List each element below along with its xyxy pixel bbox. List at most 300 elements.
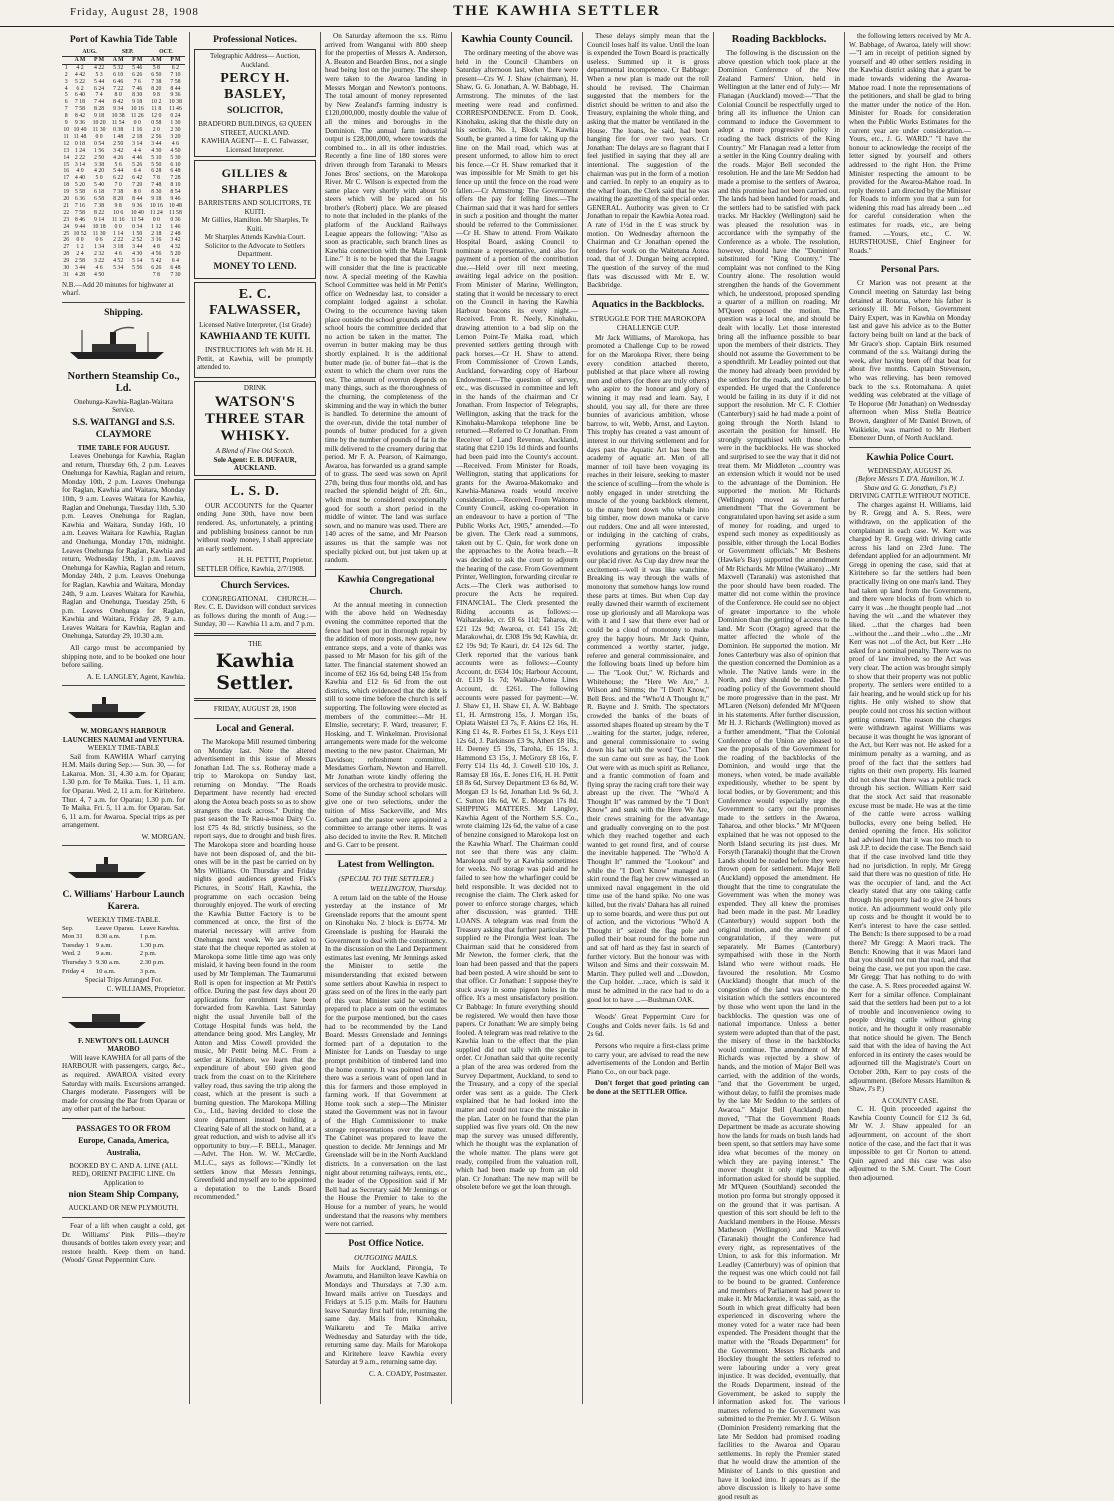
tide-time: 3 42	[113, 147, 124, 154]
aquatics-heading: Aquatics in the Backblocks.	[591, 299, 705, 310]
aquatics-text: Mr Jack Williams, of Marokopa, has promoted a Challenge Cup to be rowed for on the Marokopa River, there being every condition attached thereto, published at that place where all rowing men and others (for there are truly others) who aspire to the honour and glory of winning it may read and learn. Say, I should, you say all, for there are three bunnies of avaricious ambition, whose barrow, to wit, Webb, Arnst, and Layton. This trophy has created a vast amount of interest in our thriving settlement and for days past the Aquatic Art has been the academy of aquatic art. Men of all manner of toil have been voyaging its reaches in their leisure, seeking to master the science of sculling—from the whole is nobly engaged in under stretching the muscle of the young backblock element, to the many bent down who whale into big timber, mow down manuka or carve out rudders. One and all were interested, or indulging in the catching of crabs, performing gyrations impossible evolutions and gyrations on the breast of our placid river. As Cup day drew near the excitement—well it was like wanchine. Breaking its way through the walls of monotony that somehow hangs low round these parts at times. But when Cup day really dawned their warmth of excitement rose up gloriously and all Marokopa was with it and I saw that there ever had or could be a cloud of monotony to make grey the happy hours. Mr Jack Quinn, commenced a worthy starter, judge, referee and general commissionaire, and the following boats lined up before him — The "Look Out," W. Richards and Whitehouse; the "Here We Are," J. Wilson and Simms; the "I Don't Know," Bell Bros. and the "Who'd A Thought It," R. Bayne and J. Smith. The spectators crowded the banks of the boats of assorted shapes floated up stream by the T ...waiting for the starter, judge, referee, and general commissionaire to swing down his hat with the word "Go." Then the sun came out sure as hay, the Look Out were with as much spirit as Reliance, and a frantic commotion of foam and flying spray the racing craft tore their way abreast up the river. The "Who'd A Thought It" was rammed by the "I Don't Know" and sunk with the Here We Are, their crews straining for the advantage and gradually converging on to the post which they reached together and each wanted to get round first, and of course the inevitable happened. The "Who'd A Thought It" rammed the "Lookout" and while the "I Don't Know" managed to skirt round the flag her crew witnessed an unmixed naval engagement in the old time use of the hand spike. No one was killed, but the rivals' Dahara has all ruined up to some boards, and were thus put out of action, and the victorious "Who'd A Thought it" seized the flag pole and pulled their boat round for the home run and sat off hard as they fast in search of further victory. But the honour was with Wilson and Sims and their coxswain M. Martin. They pulled well and ...Dowdon, the Cup holder. ...race, which is said it must be admitted in the race had to do a good lot to have ...—Bushman OAK.	[587, 333, 709, 1004]
sched-head: Leave Kawhia.	[139, 924, 180, 932]
tide-time: 11 26	[130, 113, 144, 120]
tide-time: 2 50	[113, 140, 124, 147]
tide-time: 0 0	[133, 120, 141, 127]
tide-time: 10 20	[92, 120, 106, 127]
wellington-dateline: WELLINGTON, Thursday.	[370, 885, 447, 894]
tide-time: 0 38	[113, 126, 124, 133]
tide-row	[62, 189, 185, 196]
tide-day: 15	[63, 161, 70, 168]
tide-time: 7 48	[151, 182, 162, 189]
tide-time: 2 22	[113, 237, 124, 244]
tide-day-header	[62, 56, 70, 64]
tide-time: 7 38	[113, 189, 124, 196]
tide-time: 4 2	[76, 64, 84, 71]
steamship-icon	[62, 326, 172, 362]
tide-time: 11 30	[92, 230, 106, 237]
nsco-timetable: Leaves Onehunga for Kawhia, Raglan and return, Thursday 6th, 2 p.m. Leaves Onehunga for Kawhia, Raglan and return, Monday 10th, 2 p.m. Leaves Onehunga for Raglan, Kawhia and Waitara, Monday 10th, 9 a.m. Leaves Waitara for Kawhia, Raglan and Onehunga, Tuesday 11th, 5.30 p.m. Leaves Onehunga for Raglan, Kawhia and Waitara, Sunday 16th, 10 a.m. Leaves Waitara for Kawhia, Raglan and Onehunga, Monday 17th, midnight. Leaves Onehunga for Raglan, Kawhia and return, Wednesday 19th, 1 p.m. Leaves Onehunga for Kawhia, Raglan and return, Monday 24th, 2 p.m. Leaves Onehunga for Raglan, Kawhia and Waitara, Monday 24th, 9 a.m. Leaves Waitara for Kawhia, Raglan and Onehunga, Tuesday 25th, 6 p.m. Leaves Onehunga for Raglan, Kawhia and Waitara, Friday 28, 9 a.m. Leaves Waitara for Kawhia, Raglan and Onehunga, Saturday 29, 10.30 a.m.	[62, 452, 185, 641]
tide-time: 7 4	[95, 92, 103, 99]
drink-label: DRINK	[243, 383, 267, 392]
tide-time: 6 4	[171, 258, 180, 265]
tide-time: 0 6	[95, 237, 103, 244]
tide-time: 9 44	[74, 223, 86, 230]
tide-time: 4 22	[94, 64, 105, 71]
tide-time: 3 16	[151, 237, 162, 244]
tide-row	[62, 79, 185, 86]
tide-day: 30	[63, 265, 70, 272]
tide-time: 2 18	[132, 133, 143, 140]
watsons-agent: Sole Agent: E. B. DUFAUR, AUCKLAND.	[213, 455, 297, 473]
tide-time: 8 42	[74, 113, 86, 120]
tide-time: 7 20	[132, 182, 143, 189]
tide-time: 10 40	[73, 126, 87, 133]
schedule-row	[62, 968, 185, 977]
tide-time: 7 58	[74, 106, 86, 113]
schedule-row	[62, 942, 185, 951]
lsd-title: L. S. D.	[230, 483, 280, 499]
passages-body: BOOKED BY C. AND A. LINE (ALL RED), ORIENT PACIFIC LINE. On Application to	[69, 1161, 178, 1187]
column-7	[844, 32, 975, 1404]
tide-time: 1 24	[74, 147, 86, 154]
williams-note: Special Trips Arranged For.	[84, 976, 163, 985]
tide-time: 6 24	[94, 85, 105, 92]
police-court-date: WEDNESDAY, AUGUST 26.	[867, 466, 953, 475]
tide-day: 20	[63, 196, 70, 203]
local-general-text: The Marokopa Mill resumed timbering on Monday last. Note the altered advertisement in this issue of Messrs Jonathan Ltd. The s.s. Rotheray made a trip to Marokopa on Sunday last, returning on Monday. "The Roads Department have recently had erected along the Aotea beach posts so as to show strangers the track across." During the past season the Te Rau-a-moa Dairy Co. lost £75 4s 8d, strictly business, so the report says, due to drought and bush fires. The Marokopa store and boarding house have not been disposed of, and the bit-ones will be in the past be carried on by Mrs Williams. On Thursday and Friday nights good audiences greeted Fisk's Pictures, in Scotts' Hall, Kawhia, the programme on each occasion being thoroughly enjoyed. The work of erecting the Kawhia Butter Factory is to be commenced at once, the first of the material necessary will arrive from Onehunga next week. We are asked to state that the cheque reported as stolen at Marokopa some little time ago was only mislaid, it having been found in the room used by Mr Templeman. The Taumarunui Roll is open for inspection at Mr Pettit's office. During the past few days about 20 applications for enrolment have been forwarded from Kawhia. Last Saturday night the usual Juvenile ball of the Cottage Hospital funds was held, the attendance being good. Mrs Langley, Mr Anton and Miss Cowell provided the music, Mr Pettit being M.C. From a settler at Kiritehere, we learn that the expenditure of about £60 given good track from the coast on to the Kiritehere valley road, thus saving the trip along the coast, which at the present is such a burning question. The Marokopa Milling Co., Ltd., having decided to close the store department instead building a Clearing Sale of all the stock on hand, at a great reduction, and wish to advise all it's opportunity to buy.—F. BELL, Manager.—Advt. The Hon. W. W. McCardle, M.L.C., says as follows:—"Kindly let settlers know that Messrs Jennings, Greenfield and myself are to be appointed a deputation to the Lands Board recommended."	[194, 737, 316, 1202]
tide-time: 6 2	[171, 64, 180, 71]
tide-time: 4 50	[170, 147, 181, 154]
tide-unit-header: A M	[109, 56, 128, 64]
tide-time: 5 20	[74, 182, 86, 189]
schedule-row	[62, 959, 185, 968]
tide-time: 6 10	[113, 71, 124, 78]
tide-time: 1 34	[94, 244, 105, 251]
col7-top-text: the following letters received by Mr A. W. Babbage, of Awaroa, lately will show:—"I am in receipt of petition signed by yourself and 40 other settlers residing in the Kawhia district asking that a grant be made towards widening the Awaroa-Mahoe road. I note the representations of the petitioners, and shall be glad to bring the matter under the notice of the Hon. Minister for Roads for consideration when the Public Works Estimates for the current year are under consideration.—Yours, etc., J. G. WARD." "I have the honour to acknowledge the receipt of the letter signed by yourself and others addressed to the right Hon. the Prime Minister respecting the amount to be provided for the Awaroa-Mahoe road. In reply thereto I am directed by the Minister for Roads to inform you that a sum for widening this road has already been ...ed for careful consideration when the estimates for roads, etc., are being framed. —Yours, etc., C. W. HURSTHOUSE, Chief Engineer for Roads."	[849, 32, 971, 255]
tide-row	[62, 92, 185, 99]
gillies-name: GILLIES & SHARPLES	[221, 166, 289, 196]
tide-time: 4 46	[132, 154, 143, 161]
tide-time: 7 6	[133, 78, 141, 85]
tide-row	[62, 182, 185, 189]
tide-time: 8 30	[151, 189, 162, 196]
tide-day: 7	[64, 106, 68, 113]
tide-time: 6 48	[170, 265, 181, 272]
tide-time: 10 18	[92, 223, 106, 230]
column-2	[189, 32, 320, 1404]
tide-time: 6 36	[74, 196, 86, 203]
tide-time: 1 46	[170, 223, 181, 230]
lsd-body: OUR ACCOUNTS for the Quarter ending June 30th, have now been rendered. As, unfortunately, a printing and publishing business cannot be run without ready money, I shall appreciate an early settlement.	[197, 501, 313, 553]
tide-row	[62, 72, 185, 79]
basley-ad	[194, 49, 316, 157]
tide-time: 2 30	[170, 126, 181, 133]
tide-day: 19	[63, 189, 70, 196]
sched-head: Sep.	[62, 924, 74, 932]
watsons-name: WATSON'S THREE STAR WHISKY.	[204, 394, 306, 445]
tide-time: 6 58	[94, 196, 105, 203]
money-to-lend: MONEY TO LEND.	[213, 261, 297, 272]
post-office-heading: Post Office Notice.	[348, 1238, 424, 1249]
tide-time: 9 18	[132, 99, 143, 106]
settler-masthead: Kawhia Settler.	[215, 650, 295, 695]
roading-heading: Roading Backblocks.	[731, 34, 827, 45]
tide-day: 26	[63, 237, 70, 244]
tide-row	[62, 148, 185, 155]
tide-time: 7 22	[113, 85, 124, 92]
telegraphic-address: Telegraphic Address— Auction, Auckland.	[210, 52, 300, 69]
pink-pills-ad: Fear of a lift when caught a cold, get Dr. Williams' Pink Pills—they're thousands of bottles taken every year; and restore health. Keep them on hand. (Woods' Great Peppermint Cure.	[62, 1221, 185, 1265]
tide-time: 10 16	[149, 202, 163, 209]
newton-body: Will leave KAWHIA for all parts of the HARBOUR with passengers, cargo, &c., as required. AWAROA visited every Saturday with mails. Excursions arranged. Charges moderate. Passengers will be made for crossing the Bar from Oparau or any other part of the harbour.	[62, 1053, 185, 1114]
tide-day: 6	[64, 99, 68, 106]
tide-time: 8 0	[133, 189, 141, 196]
tide-time: 8 28	[94, 106, 105, 113]
prof-notices-heading: Professional Notices.	[213, 35, 297, 45]
williams-name: C. Williams' Harbour Launch Karera.	[62, 890, 185, 913]
tide-day: 18	[63, 182, 70, 189]
tide-time: 8 20	[151, 85, 162, 92]
congregational-text: At the annual meeting in connection with the above held on Wednesday evening the committee reported that the fence had been put in thorough repair by the addition of more posts, new gate, new entrance steps, and a vote of thanks was passed to Mr Mason for his gift of the latter. The financial statement showed an income of £62 16s 6d, being £48 15s from Kawhia and £12 6s 6d from the out districts, which evidenced that the debt is still to some time before the church is self supporting. The following were elected as members of the committee:—Mr H. Elmslie, secretary; F. Ward, treasurer; F. Hosking, and T. Winkelman. Provisional arrangements were made for the welcome meeting to the new pastor. Chairman, Mr Davidson; refreshment committee, Mesdames Gorham, Newton and Harrell. Mr Jonathan wrote kindly offering the services of the orchestra to provide music. Some of the Sunday school scholars will give one or two selections, under the tuition of Miss Sackerville, and Mrs Gorham and the pastor were appointed a committee to arrange other items. It was also decided to invite the Rev. R. Mitchell and G. Carr to be present.	[325, 600, 447, 850]
tide-time: 2 4	[76, 251, 84, 258]
tide-time: 7 58	[170, 78, 181, 85]
tide-time: 2 22	[74, 154, 86, 161]
tide-row	[62, 231, 185, 238]
tide-time: 4 42	[74, 71, 86, 78]
tide-time: 8 20	[113, 196, 124, 203]
morgan-timetable: Sail from KAWHIA Wharf carrying H.M. Mails during Sep.:— Sun. 30, — for Lakaroa. Mon. 31, 4.30 a.m. for Oparau; 1.30 p.m. for Te Maika. Tues. 1, 11 a.m. for Oparau. Wed. 2, 11 a.m. for Kiritehere. Thur. 4, 7 a.m. for Oparau; 1.30 p.m. for Te Maika. Fri. 5, 11 a.m. for Oparau. Sat. 6, 11 a.m. for Awaroa. Special trips as per arrangement.	[62, 752, 185, 830]
schedule-cell: Wed. 2	[62, 950, 81, 958]
lsd-ad	[194, 479, 316, 577]
tide-time: 0 0	[114, 223, 122, 230]
tide-time: 3 42	[170, 237, 181, 244]
tide-day: 3	[64, 78, 68, 85]
tide-time: 12 0	[151, 113, 162, 120]
nsco-note: All cargo must be accompanied by shipping note, and to be booked one hour before sailing.	[62, 644, 185, 670]
tide-time: 0 18	[74, 140, 86, 147]
tide-time: 0 0	[76, 237, 84, 244]
tide-time: 8 46	[74, 216, 86, 223]
tide-time: 0 0	[152, 216, 160, 223]
tide-time: 0 34	[132, 223, 143, 230]
williams-tt-title: WEEKLY TIME-TABLE.	[86, 916, 161, 925]
tide-time: 11 54	[111, 120, 125, 127]
county-council-heading: Kawhia County Council.	[461, 34, 573, 45]
tide-time: 10 38	[168, 99, 182, 106]
tide-time: 7 38	[151, 78, 162, 85]
tide-time: 4 6	[171, 140, 180, 147]
tide-row	[62, 258, 185, 265]
tide-time: 11 54	[130, 216, 144, 223]
tide-day: 31	[63, 272, 70, 278]
tide-day: 21	[63, 202, 70, 209]
tide-time: 8 0	[114, 92, 122, 99]
falwasser-ad	[194, 282, 316, 378]
tide-time: 5 3	[95, 71, 103, 78]
schedule-cell: 2.30 p.m.	[139, 958, 165, 966]
tide-day: 28	[63, 251, 70, 258]
aquatics-sub: STRUGGLE FOR THE MAROKOPA CHALLENGE CUP.	[589, 313, 707, 332]
tide-time: 4 20	[94, 168, 105, 175]
schedule-cell: Thursday 3	[62, 958, 92, 966]
tide-time: 1 50	[132, 230, 143, 237]
roading-text: The following is the discussion on the above question which took place at the Dominion Conference of the New Zealand Farmers' Union, held in Wellington at the latter end of July:— Mr Flanagan (Auckland) moved:—"That the Colonial Council be respectfully urged to bring all its influence the Union can command to induce the Government to adopt a more progressive policy in roading the back districts of the King Country." Mr Flanagan read a letter from a settler in the King Country dealing with the roads. Major Bell seconded the resolution. He and the late Mr Seddon had made a promise to the settlers of Awaroa, and this promise had not been carried out. The lands had been handed for roads, and the settlers had to be satisfied with pack tracks. Mr Hackley (Wellington) said he was pleased the resolution was in accordance with the sympathy of the Conference as a whole. The resolution, however, should have the "Dominion" substituted for "King Country." The complaint was not confined to the King Country alone. The resolution would strengthen the hands of the Government which, he understood, proposed spending a quarter of a million on roading. Mr M'Queen opposed the motion. The question was a local one, and should be dealt with locally. Let those interested bring all the influence possible to bear upon the members of their districts. They should not assume the Government to be a spendthrift. Mr Leadley pointed out that the money had already been provided by the settlers for the roads, and it should be expended. He urged that the Conference would be failing in its duty if it did not support the resolution. Mr C. F. Clothier (Canterbury) said he had made a point of going through the North Island to ascertain the position for himself. He strongly sympathised with those who were in the backblocks. He was shocked and surprised to see the way that it did not treat them. Mr Middleton ...country was an extension which it would not be used to the advantage of the Dominion. He supported the motion. Mr Richards (Wellington) moved as a further amendment "That the Government be congratulated upon having set aside a sum of money for roading, and urged to expend such money as expeditiously as possible, either through the Local Bodies or Government officials." Mr Beshens (Hawke's Bay) supported the amendment of Mr Richards. Mr Milne (Waikato) ...Mr Maxwell (Taranaki) was astonished that the poor should have been roaded. The matter did not come within the province of the Conference. He could see no object of greater importance to the whole Dominion than the getting of access to the land. Mr Scott (Otago) agreed that the matter affected the whole of the Dominion. He supported the motion. Mr Jones Canterbury was also of opinion that the question concerned the Dominion as a whole. The Native lands were in the North, and they should be roaded. The roading policy of the Government should be more progressive than in the past. Mr M'Laren (Nelson) defended Mr M'Queen in his statements. After further discussion, Mr H. J. Richards (Wellington) moved as a further amendment, "That the Colonial Conference of the Union are pleased to see the proposals of the Government for the roading of the backblocks of the Dominion, and would urge that the moneys, when voted, be made available expeditiously, whether to be spent by local bodies, or by Government; and this Conference would especially urge the Government to carry out the promises made to the settlers in the Awaroa, Taharoa, and other blocks." Mr M'Queen explained that he was not opposed to the North Island securing its just dues. Mr Forsyth (Taranaki) thought that the Crown Lands should be roaded before they were thrown open for settlement. Major Bell (Auckland) opposed the amendment. He thought that the time to congratulate the Government was when the money was expended. They all knew the promises had been made in the past. Mr Leadley (Canterbury) would support both the original motion, and the amendment of congratulation, if they were put separately. Mr Barnes (Canterbury) sympathised with those in the North Island who were without roads. He favoured the resolution. Mr Cosmo (Auckland) thought that much of the congestion of the land was due to the visitation which the settlers encountered by those who went upon the land in the backblocks. The question was one of national importance. Unless a better system were adopted than that of the past, the misery of those in the backblocks would continue. The amendment of Mr Richards was rejected by a show of hands, and the motion of Major Bell was carried, with the addition of the words, "and that the Government be urged, without delay, to fulfil the promises made by the late Mr Seddon to the settlers of Awaroa." Major Bell (Auckland) then moved, "That the Government Roads Department be made as accurate showing how the lands for roads on bush lands had been spent, so that settlers may have some idea what becomes of the money on which they are paying interest." The mover thought it only right that the information asked for should be supplied. Mr M'Queen (Southland) seconded the motion pro forma but strongly opposed it on the ground that it was partisan. A question of this sort should be left to the Auckland members in the House. Messrs Matheson (Wellington) and Maxwell (Taranaki) thought the Conference had every right, as representatives of the Union, to ask for this information. Mr Leadley (Canterbury) was of opinion that the request was one which could not fail to be bound to be granted. Conference and members of Parliament had power to make it. Mr Mackenzie, it was said, as the South in which great difficulty had been experienced in discovering where the money voted for a water race had been expended. The President thought that the matter with the "Roads Department" for the Government. Messrs Richards and Hockley thought the settlers referred to were labouring under a very great injustice. It was decided, eventually, that the Roads Department, instead of the Government, be asked to supply the information asked for. The various matters referred to the Government was submitted to the Premier. Mr J. G. Wilson (Dominion President) remarking that the late Mr Seddon had promised roading facilities to the Awaroa and Oparau settlements. In reply the Premier stated that he would draw the attention of the Minister of Lands to this question and have it looked into. It appears as if the above discussion is likely to have some good result as	[718, 49, 840, 1501]
tide-time: 6 22	[113, 175, 124, 182]
tide-time: 2 32	[94, 251, 105, 258]
tide-time: 7 30	[170, 272, 181, 278]
tide-time: 7 0	[114, 182, 122, 189]
tide-month-header: AUG.	[70, 49, 108, 56]
masthead	[0, 0, 1114, 27]
tide-time: 1 12	[151, 223, 162, 230]
tide-table	[62, 49, 185, 279]
oil-launch-icon	[62, 1006, 152, 1030]
tide-time: 2 50	[94, 154, 105, 161]
schedule-cell: 1 p.m.	[139, 933, 157, 941]
tide-time: 11 58	[169, 209, 182, 216]
tide-time: 10 40	[130, 209, 144, 216]
williams-sig: C. WILLIAMS, Proprietor.	[106, 984, 185, 993]
schedule-cell: 1.30 p.m.	[139, 941, 165, 949]
post-office-text: Mails for Auckland, Pirongia, Te Awamutu, and Hamilton leave Kawhia on Mondays and Thursdays at 7.30 a.m. Inward mails arrive on Tuesdays and Fridays at 5.15 p.m. Mails for Hauturu leave Saturday first half tide, returning the same day. Mails from Kinohaku, Waikaretu and Te Maika arrive Wednesday and Saturday with the tide, returning same day. Mails for Marokopa and Kiritehere leave Kawhia every Saturday at 9 a.m., returning same day.	[325, 1263, 447, 1367]
nsco-timetable-title: TIME TABLE FOR AUGUST.	[77, 443, 170, 452]
tide-time: 9 34	[113, 106, 124, 113]
tide-time: 0 58	[151, 120, 162, 127]
tide-time: 7 8	[152, 272, 160, 278]
tide-time: 8 30	[132, 92, 143, 99]
gillies-solicitor: Solicitor to the Advocate to Settlers Department.	[205, 241, 305, 258]
tide-time: 6 40	[74, 92, 86, 99]
police-court-bench: (Before Messrs T. D'A. Hamilton, W. J. Shaw and G. G. Jonathan, J's P.)	[855, 475, 965, 492]
passages-title: PASSAGES TO OR FROM Europe, Canada, America, Australia,	[76, 1123, 171, 1157]
tide-time: 8 44	[170, 85, 181, 92]
tide-time: 10 48	[168, 202, 182, 209]
tide-time: 2 48	[170, 230, 181, 237]
basley-address: BRADFORD BUILDINGS, 63 QUEEN STREET, AUCKLAND.	[198, 120, 312, 137]
tide-time: 8 22	[94, 209, 105, 216]
tide-time: 11 16	[111, 216, 125, 223]
tide-time: 7 38	[94, 202, 105, 209]
tide-time: 4 30	[132, 251, 143, 258]
schedule-cell: Tuesday 1	[62, 941, 90, 949]
tide-time: 5 10	[151, 154, 162, 161]
church-heading: Church Services.	[220, 580, 290, 591]
newspaper-columns	[58, 32, 1106, 1501]
tide-day: 2	[64, 71, 68, 78]
persons-notice: Persons who require a first-class prime to carry your, are advised to read the new advertisements of the London and Berlin Piano Co., on our back page.	[587, 1041, 709, 1076]
tide-time: 0 36	[170, 216, 181, 223]
tide-time: 6 18	[94, 189, 105, 196]
tide-row	[62, 99, 185, 106]
tide-time: 3 14	[132, 140, 143, 147]
gillies-attends: Mr Sharples Attends Kawhia Court.	[204, 233, 306, 241]
kawhia-agent: KAWHIA AGENT— E. C. Falwasser, Licensed Interpreter.	[201, 137, 309, 154]
tide-time: 7 16	[74, 202, 86, 209]
wellington-sub: (SPECIAL TO THE SETTLER.)	[338, 874, 434, 884]
tide-note: N.B.—Add 20 minutes for highwater at wharf.	[62, 280, 174, 298]
tide-row	[62, 196, 185, 203]
tide-day: 13	[63, 147, 70, 154]
tide-row	[62, 203, 185, 210]
tide-time: 4 50	[94, 272, 105, 278]
basley-title: SOLICITOR,	[226, 106, 284, 116]
launch-icon	[62, 854, 152, 880]
nsco-agent: A. E. LANGLEY, Agent, Kawhia.	[86, 672, 185, 681]
tide-day: 1	[64, 64, 68, 71]
tide-time: 0 54	[94, 140, 105, 147]
tide-time: 5 32	[113, 64, 124, 71]
tide-time: 11 46	[169, 106, 182, 113]
tide-time: 8 54	[170, 189, 181, 196]
tide-time: 4 26	[113, 154, 124, 161]
tide-time: 1 30	[170, 120, 181, 127]
tide-time: 9 46	[170, 196, 181, 203]
schedule-cell: 10 a.m.	[95, 967, 116, 975]
tide-unit-header: P M	[128, 56, 147, 64]
tide-row	[62, 251, 185, 258]
col5-top-text: These delays simply mean that the Council loses half its value. Until the loan is expended the Town Board is practically useless. Summed up it is gross departmental incompetence. Cr Babbage: When a new plan is made out the roll should be revised. The Chairman suggested that the members for the district should be written to and also the Treasury, explaining the whole thing, and asking that the matter be ventilated in the House. The loans, he said, had been hanging fire for over two years. Cr Jonathan: The delays are so flagrant that I feel justified in saying that they all are intentional. The suggestion of the chairman was put in the form of a motion and carried. In reply to an enquiry as to the wharf loan, the Clerk said that he was awaiting the gazetting of the special order. GENERAL. Authority was given to Cr Jonathan to repair the Kawhia Aotea road. A rate of 1½d in the £ was struck by motion. On Wednesday afternoon the Chairman and Cr Jonathan opened the tenders for work on the Waitetuna Aotea road, that of J. Dungan being accepted. The question of the survey of the mud flats was discussed with Mr E. W. Backbridge.	[587, 32, 709, 290]
tide-time: 2 56	[151, 133, 162, 140]
police-court-heading: Kawhia Police Court.	[866, 452, 954, 463]
falwasser-title: Licensed Native Interpreter, (1st Grade)	[199, 320, 311, 329]
tide-time: 6 48	[170, 168, 181, 175]
tide-row	[62, 210, 185, 217]
tide-time: 10 6	[113, 209, 124, 216]
tide-day: 8	[64, 113, 68, 120]
morgan-name: W. MORGAN'S HARBOUR LAUNCHES NAUMAI and VENTURA.	[62, 727, 185, 744]
tide-unit-header: P M	[90, 56, 109, 64]
tide-row	[62, 127, 185, 134]
tide-unit-header: P M	[166, 56, 185, 64]
tide-time: 5 58	[74, 189, 86, 196]
gillies-sub: BARRISTERS AND SOLICITORS, TE KUITI.	[198, 199, 312, 216]
tide-table-heading: Port of Kawhia Tide Table	[69, 35, 178, 45]
gillies-partners: Mr Gillies, Hamilton. Mr Sharples, Te Kuiti.	[201, 216, 309, 233]
personal-pars-heading: Personal Pars.	[880, 265, 940, 276]
col3-top-text: On Saturday afternoon the s.s. Rimu arrived from Wanganui with 800 sheep for the properties of Messrs A. Anderson, A. Beaton and Bearden Bros., not a single head being lost on the journey. The sheep were taken to the Awaroa landing in Messrs Morgan and Newton's pontoons. The total amount of money represented by New Zealand's farming industry is £120,000,000, mostly double the value of all the mines and boroughs in the Dominion. The annual farm industrial output is £28,000,000, where towards the combined to... in all its other industries. Recently a fine line of 180 stores were driven through from Taranaki to Messrs Jones Bros' sections, on the Marokopa River. Mr C. Wilson is expected from the same place very shortly with about 50 steers which will be placed on his brother's (Robert) place. We are pleased to note that included in the planks of the platform of the Auckland Railways League appears the following: "Also as soon as practicable, such branch lines as Kawhia connection with the Main Trunk Line." It is to be hoped that the League will consider that the line is practicable now. A special meeting of the Kawhia School Committee was held in Mr Pettit's office on Wednesday last, to consider a complaint lodged against a scholar. Owing to the occurrence having taken place outside the school grounds and after school hours the committee decided that no action be taken in the matter. The overrun in butter making may be thus shortly explained. It is the additional butter made (ie. of butter fat—that is the extent to which the churn over runs the test. The amount of overrun depends on many things, such as the thoroughness of the churning, the completeness of the skimming and the way in which the butter is handled. To determine the amount of the over-run, divide the total number of pounds of butter produced for a given time by the number of pounds of fat in the milk delivered to the creamery during that period. Mr F. A. Pearson, of Kaimango, Awaroa, has forwarded us a grand sample of to grass. The seed was sown on April 27th, being thus four months old, and has reached the splendid height of 2ft. 6in., which must be considered exceptionally good for south a short period in the middle of winter. The land was surface sown, and no manure was used. There are 140 acres of the same, and Mr Pearson assures us that the sample was not specially picked out, but just taken up at random.	[325, 32, 447, 565]
tide-row	[62, 217, 185, 224]
tide-day: 17	[63, 175, 70, 182]
personal-pars-text: Cr Marion was not present at the Council meeting on Saturday last being detained at Rotorua, where his father is seriously ill. Mr Folson, Government Dairy Expert, was in Kawhia on Monday last and gave his advice as to the Butter factory being built on land at the back of Mr Grace's shop. Captain Birk resumed command of the s.s. Waitangi during the week, after having been off that boat for about five months. Captain Stevenson, who was relieving, has been removed back to the s.s. Rotomahana. A quiet wedding was celebrated at the village of Te Hoporoe (Mr Jonathan) on Wednesday afternoon when Miss Stella Beatrice Brown, daughter of Mr Daniel Brown, of Waikiekie, was married to Mr Herbert Ebenezer Dunn, of North Auckland.	[849, 279, 971, 443]
newton-name: F. NEWTON'S OIL LAUNCH MAROBO	[77, 1036, 170, 1054]
local-general-heading: Local and General.	[216, 723, 294, 734]
county-case-heading: A COUNTY CASE.	[881, 1096, 939, 1105]
tide-time: 2 52	[132, 237, 143, 244]
tide-time: 11 30	[92, 126, 106, 133]
schedule-cell: 2 p.m.	[139, 950, 157, 958]
tide-time: 5 44	[94, 78, 105, 85]
shipping-heading: Shipping.	[104, 307, 143, 318]
tide-row	[62, 120, 185, 127]
schedule-row	[62, 950, 185, 959]
tide-day: 12	[63, 140, 70, 147]
tide-time: 11 48	[73, 133, 87, 140]
county-council-text: The ordinary meeting of the above was held in the Council Chambers on Saturday afternoon last, when there were present—Crs W. J. Shaw (chairman), H. Shaw, G. G. Jonathan, A. W. Babbage, H. Armstrong. The minutes of the last meeting were read and confirmed. CORRESPONDENCE. From D. Cook, Kinohaku, asking that the thistle duty on his section, No. 1, Block V., Kawhia South, be granted a time for taking up the line on the Mail road, which was at present unformed, to allow him to erect his fence.—Cr H. Shaw remarked that it was impossible for Mr Smith to get his fence up until the fence on the road were fallen.—Cr Armstrong: The Government offers the pay for felling lines.—The Chairman said that it was hard for settlers in such a position and thought the matter should be referred to the Commissioner.—Cr H. Shaw to attend. From Waikato Hospital Board, asking Council to nominate a representative, and also for payment of a portion of the contribution due.—Held over till next meeting, awaiting legal advice on the position. From Minister of Marine, Wellington, stating that it would be necessary to erect on the Council in having the Kawhia Harbour beacons its every night.—Received. From R. Neely, Kinohaku, drawing attention to a bad slip on the Lemon Point-Te Maika road, which prevented settlers getting through with pack horses.—Cr H. Shaw to attend. From Commissioner of Crown Lands, Auckland, forwarding copy of Harbour Endowment.—The question of survey, etc., was discussed in committee and left in the hands of the chairman and Cr Jonathan. From Inspector of Telegraphs, Wellington, asking that the track for the Kinohaku-Marokopa telephone line be returned.—Referred to Cr Jonathan. From Receiver of Land Revenue, Auckland, stating that £210 19s 1d thirds and fourths had been paid into the County's account.—Received. From Minister for Roads, Wellington, stating that applications for grants for the Awaroa-Makomako and Kawhia-Manawa roads would receive consideration.—Received. From Waitomo County Council, asking co-operation in an endeavour to have a portion of "The Public Works Act, 1905," amended.—To be given. The Clerk read a summons, taken out by C. Quin, for work done on the approaches to the Aotea beach.—It was decided to ask the court to adjourn the hearing of the case. From Government Printer, Wellington, forwarding circular re Acts.—The Clerk was authorised to procure the Acts he required. FINANCIAL. The Clerk presented the Riding accounts as follows:—Waiharakeke, cr. £8 6s 11d; Taharoa, dr. £21 12s 9d; Awaroa, cr. £41 15s 2d; Marakowhai, dr. £308 19s 9d; Kawhia, dr. £2 19s 9d; Te Kauri, dr. £4 12s 6d. The Clerk reported that the various bank accounts were as follows:—County Account, dr. £634 10s; Harbour Account, dr. £119 1s 7d; Waikato-Aotea Lines Account, dr. £261. The following accounts were passed for payment:—W. J. Shaw £1, H. Shaw £1, A. W. Babbage £1, H. Armstrong 15s, J. Morgan 15s, Opiata Waistel £3 7s, F. Akins £2 16s, H. King £1 4s, R. Forbes £1 5s, J. Keys £11 12s 6d, J. Parkinson £3 9s, Athert £8 10s, H. Deeney £5 19s, Taroha, £6 15s, J. Hammond £3 15s, J. McGrory £8 16s, F. Ferry £14 11s 4d, J. Cowell £10 10s, J. Ramsay £8 16s, E. Jones £16, H. H. Pettit £8 8s 6d, Survey Department £3 6s 8d, W. Morgan £3 1s 6d, Jonathan Ltd. 9s 6d, J. C. Sutton 18s 6d, W. E. Morgan 17s 8d. SHIPPING MATTERS. Mr Langley, Kawhia Agent of the Northern S.S. Co., wrote claiming 12s 6d, the value of a case of benzine consigned to Marokopa lost on the Kawhia Wharf. The Chairman could not see that there was any claim. Marokopa stuff by at Kawhia sometimes for weeks. No storage was paid and he failed to see how the wharfinger could be held responsible. It was decided not to recognise the claim. The Clerk asked for power to enforce storage charges, which after discussion, was granted. THE LOANS. A telegram was read from the Treasury asking that further particulars be supplied re the Pirongia West loan. The Chairman said that he considered from Mr Newton, the former clerk, that the loan had been passed and that the papers had been posted. A wire should be sent to that office. Cr Jonathan: I suppose they're stuck away in some pigeon holes in the office. It's a most unsatisfactory position. Cr Babbage: In future everything should be registered. We would then have those papers. Cr Jonathan: We are simply being fooled. A telegram was read relative to the Kawhia loan to the effect that the plan supplied did not tally with the special order. Cr Jonathan said that quite recently a plan of the area was ordered from the Survey Department, Auckland, to send to the Treasury, and a copy of the special order was sent as a guide. The Clerk explained that he had looked into the matter and could not trace the mistake in the plan. Later on he found that the plan supplied was five years old. On the new map the survey was unused differently, which he thought was the explanation of the whole matter. The plans were got ready, compiled from the valuation roll, which had been made up from an old plan. Cr Jonathan: The new map will be obsolete before we get the loan through.	[456, 49, 578, 1192]
tide-time: 9 14	[94, 216, 105, 223]
tide-time: 2 18	[151, 230, 162, 237]
tide-day: 23	[63, 216, 70, 223]
tide-unit-header: A M	[70, 56, 89, 64]
tide-time: 5 26	[132, 161, 143, 168]
watsons-ad	[194, 381, 316, 476]
tide-time: 4 52	[113, 258, 124, 265]
tide-time: 7 10	[170, 71, 181, 78]
tide-time: 8 44	[132, 196, 143, 203]
tide-day: 10	[63, 126, 70, 133]
congregational-heading: Kawhia Congregational Church.	[337, 574, 435, 597]
union-name: nion Steam Ship Company,	[68, 1190, 179, 1201]
tide-time: 5 34	[113, 265, 124, 272]
tide-time: 1 14	[113, 230, 124, 237]
tide-time: 6 4	[133, 168, 141, 175]
tide-time: 5 6	[114, 161, 122, 168]
tide-row	[62, 86, 185, 93]
nsco-ships: S.S. WAITANGI and S.S. CLAYMORE	[72, 417, 175, 440]
column-3	[320, 32, 451, 1404]
tide-time: 9 36	[170, 92, 181, 99]
tide-time: 10 38	[111, 113, 125, 120]
tide-time: 5 42	[151, 258, 162, 265]
woods-ad: Woods' Great Peppermint Cure for Coughs and Colds never fails. 1s 6d and 2s 6d.	[587, 1013, 709, 1039]
tide-time: 11 8	[151, 106, 162, 113]
tide-day: 27	[63, 244, 70, 251]
police-court-text: The charges against H. Williams, laid by R. Gregg and A. S. Rees, were withdrawn, on the application of the complainant in each case. W. Kerr was charged by R. Gregg with driving cattle across his land on 23rd June. The defendant applied for an adjournment. Mr Gregg in opening the case, said that at Kiritehere so far the settlers had been practically living on one man's land. They had taken up land from the Government, and there were blocks of from which to carry it was ...he thought people had ...not having the wit ...and the whatever they liked. ...that the charges had been ...without the ...and their ...who ...the ...Mr Kerr was not ...of the Act, but Kerr ...He asked for a nominal penalty. There was no proof of law involved, so the Act was very clear. The action was brought simply to show that their property was not public property. The settlers were entitled to a fair hearing, and he would stick up for his rights. He only wished to show that people could not cross his section without getting consent. The reason the charges were withdrawn against Williams was because it was thought he was ignorant of the Act, but Kerr was not. He asked for a minimum penalty as a warning, and as proof of the fact that the settlers had rights on their own property. His learned did not show that there was a public track through his section. William Kerr said that the stock Act said that reasonable excuse must be made. He was at the time of the cattle were across walking bullocks, every one being belled. He denied opening the fence. His solicitor had advised him that it was too much to ask J.P. to decide the case. The Bench said that if the case involved land title they had no jurisdiction. In reply, Mr Gregg said that there was no question of title. He was the occupier of land, and the Act clearly stated that any one taking cattle through his property had to give 24 hours notice. An adjournment would only pile up costs and he thought it would be to Kerr's interest to have the case settled. The Bench: Is there supposed to be a road there? Mr Gregg: A Maori track. The Bench: Knowing that it was Maori land that you should not run that road, and that being the case, we put you upon the case. Mr Gregg: That has nothing to do with the case. A. S. Rees proceeded against W. Kerr for a similar offence. Complainant said that the settlers had been put to a lot of trouble and inconvenience owing to people driving cattle without giving notice, and he thought it only reasonable that notice should be given. The Bench said that with the idea of having the Act enforced in its entirety the cases would be adjourned till the Magistrate's Court on October 20th, Kerr to pay costs of the adjournment. (Before Messrs Hamilton & Shaw, J's P.)	[849, 500, 971, 1094]
tide-time: 4 4	[133, 147, 141, 154]
tide-time: 7 8	[152, 175, 160, 182]
tide-time: 9 18	[94, 113, 105, 120]
tide-time: 9 8	[114, 202, 122, 209]
nsco-service: Onehunga-Kawhia-Raglan-Waitara Service.	[74, 397, 173, 414]
launch-icon	[62, 694, 152, 720]
tide-time: 4 32	[170, 244, 181, 251]
tide-row	[62, 168, 185, 175]
tide-row	[62, 224, 185, 231]
tide-time: 1 2	[76, 244, 84, 251]
column-6	[713, 32, 844, 1501]
tide-time: 2 58	[74, 258, 86, 265]
tide-month-header: SEP.	[109, 49, 147, 56]
tide-row	[62, 237, 185, 244]
tide-day-header	[62, 49, 70, 56]
tide-time: 11 24	[149, 209, 163, 216]
tide-time: 4 30	[151, 147, 162, 154]
falwasser-name: E. C. FALWASSER,	[209, 286, 301, 318]
tide-table-body	[62, 64, 185, 279]
post-office-sig: C. A. COADY, Postmaster.	[369, 1369, 447, 1378]
tide-time: 3 44	[151, 140, 162, 147]
tide-time: 4 8	[152, 244, 160, 251]
column-5	[582, 32, 713, 1404]
tide-day: 29	[63, 258, 70, 265]
tide-time: 10 16	[130, 106, 144, 113]
church-body: CONGREGATIONAL CHURCH.—Rev. C. E. Davidson will conduct services as follows during the month of Aug.:— Sunday, 30 — Kawhia 11 a.m. and 7 p.m.	[194, 594, 316, 629]
police-court-sub: DRIVING CATTLE WITHOUT NOTICE.	[849, 492, 971, 501]
county-case-text: C. H. Quin proceeded against the Kawhia County Council for £12 3s 6d, Mr W. J. Shaw appealed for an adjournment, on account of the short notice of the case, and the fact that it was impossible to get Cr Norton to attend. Quin agreed and this case was also adjourned to the S.M. Court. The Court then adjourned.	[849, 1105, 971, 1182]
issue-date: Friday, August 28, 1908	[70, 6, 199, 18]
morgan-sig: W. MORGAN.	[141, 832, 185, 841]
tide-time: 10 52	[73, 230, 87, 237]
tide-row	[62, 134, 185, 141]
column-1	[58, 32, 189, 1404]
tide-time: 5 46	[132, 64, 143, 71]
union-addr: AUCKLAND OR NEW PLYMOUTH.	[68, 1204, 179, 1213]
tide-time: 5 40	[94, 182, 105, 189]
tide-time: 3 20	[170, 133, 181, 140]
tide-time: 3 44	[74, 265, 86, 272]
tide-row	[62, 265, 185, 272]
tide-time: 9 36	[132, 202, 143, 209]
tide-time: 6 42	[132, 175, 143, 182]
